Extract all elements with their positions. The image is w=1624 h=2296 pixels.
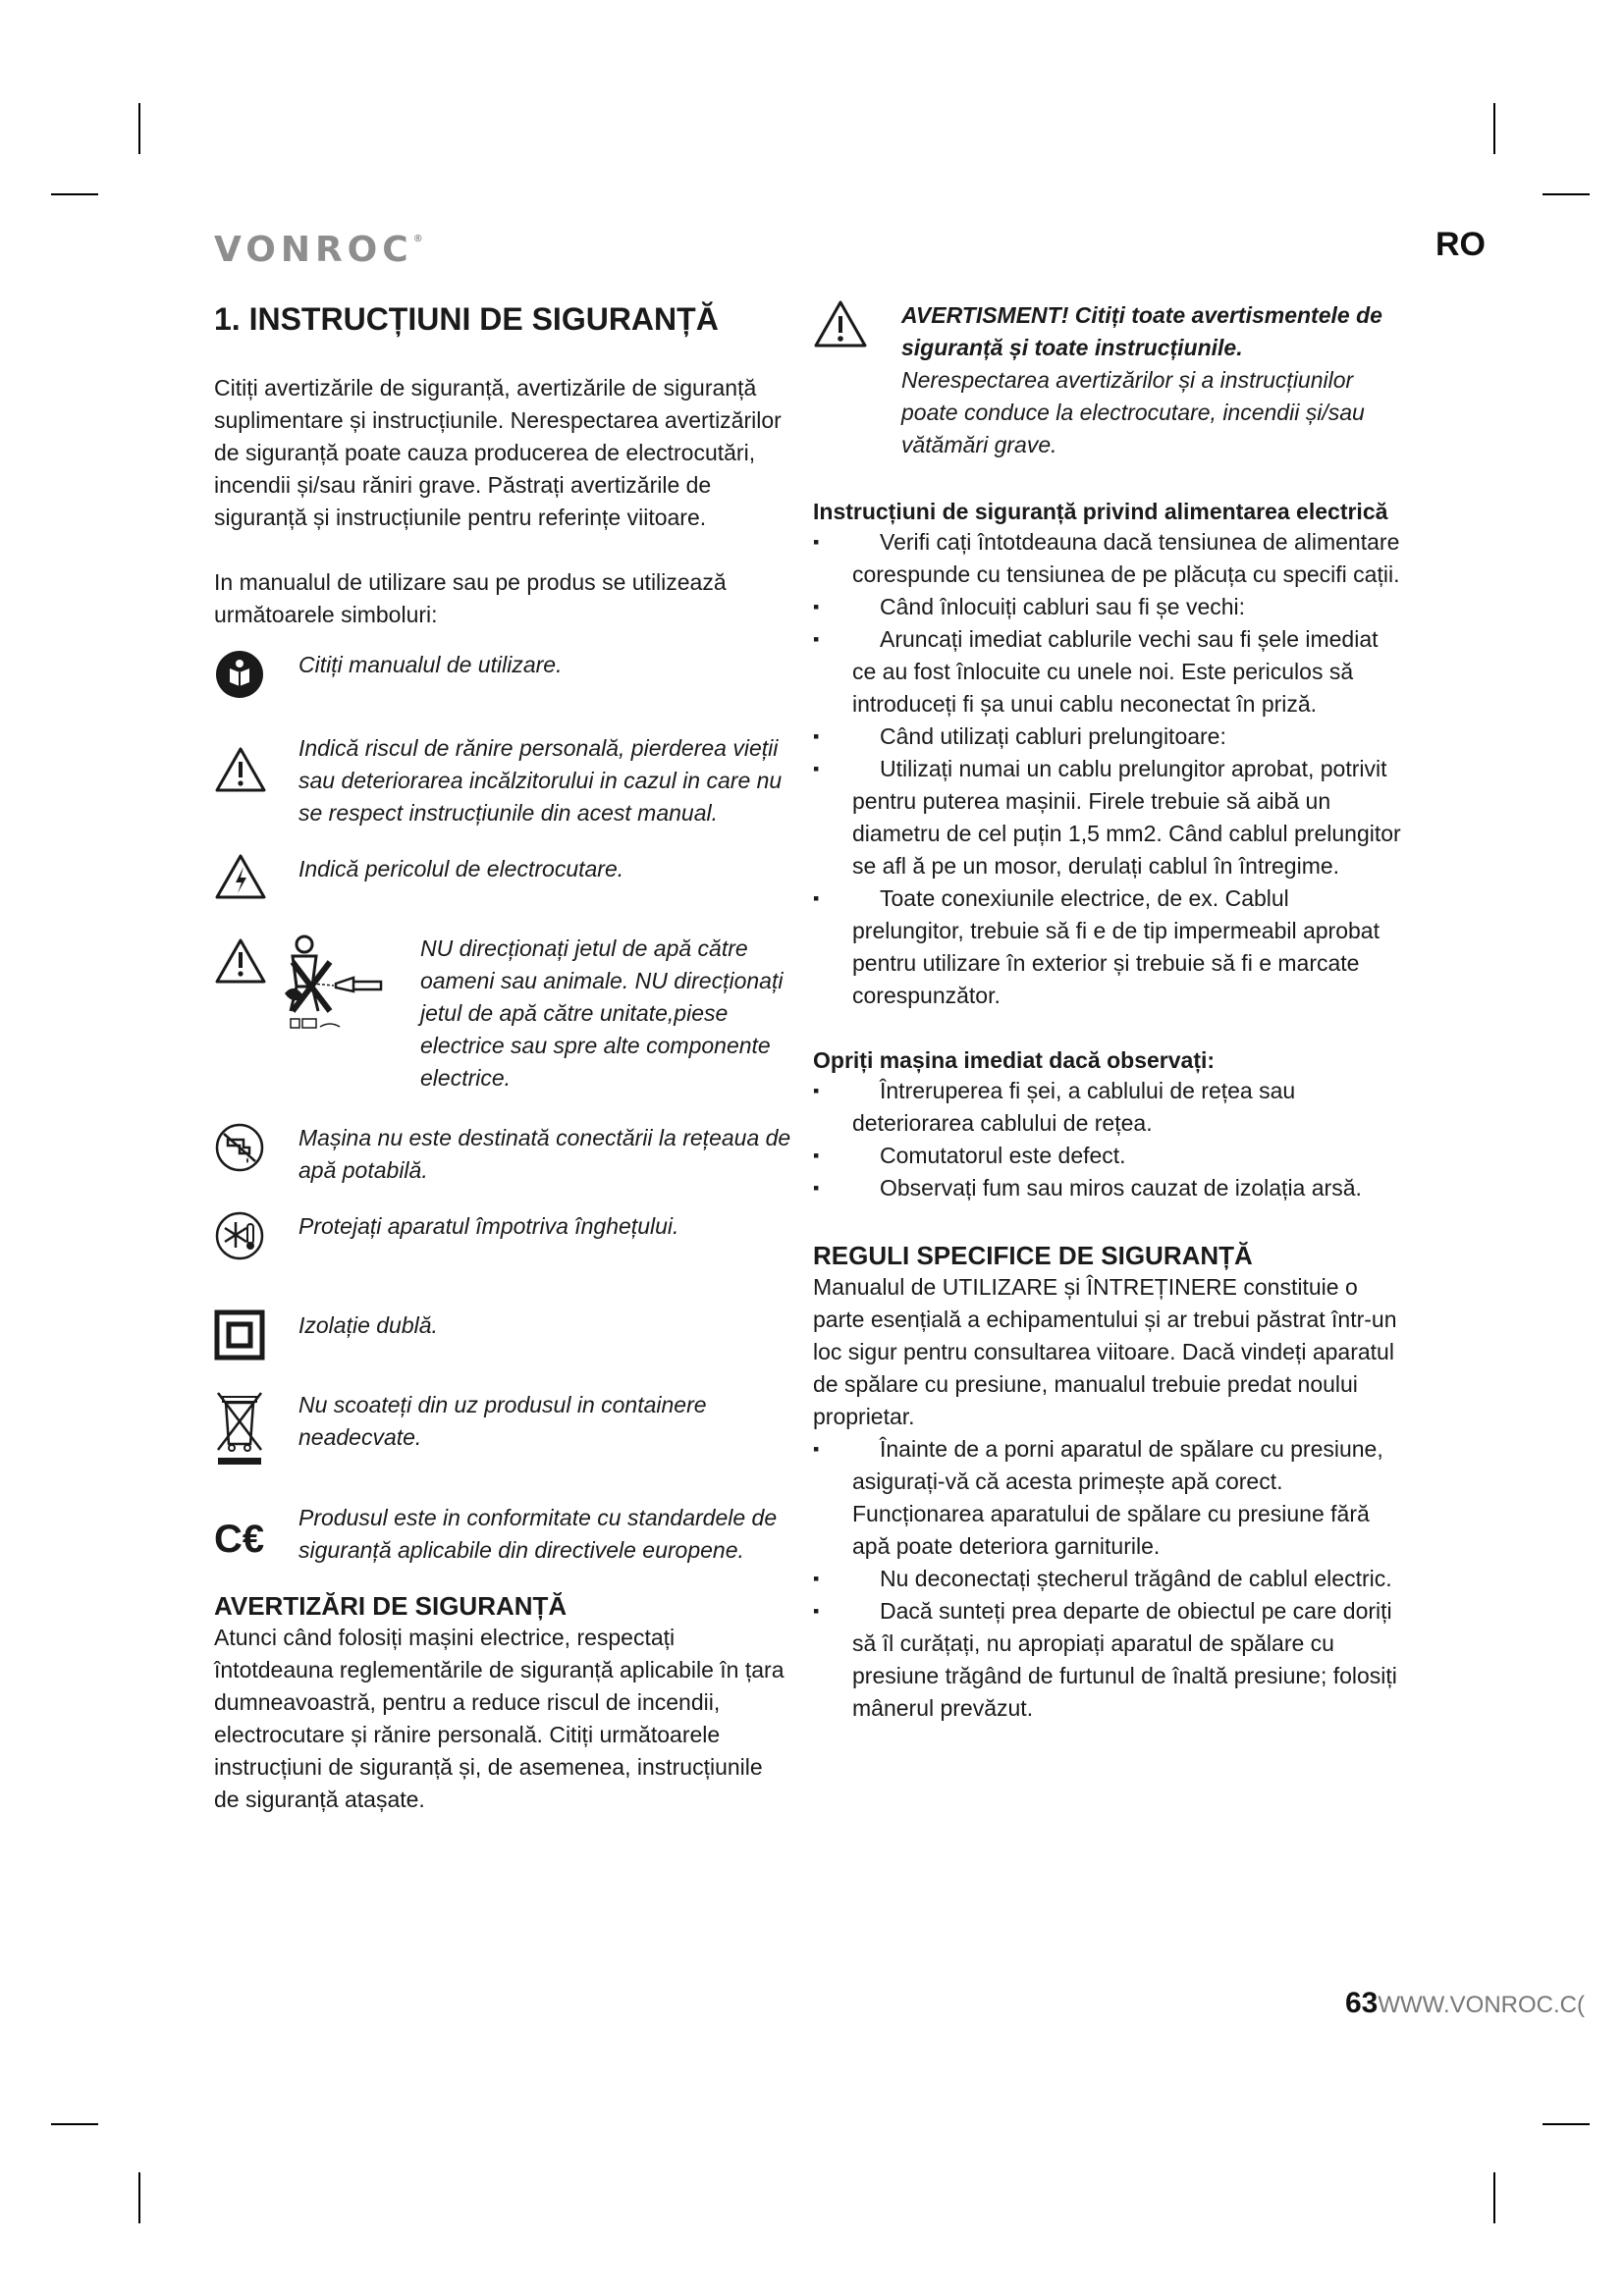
- symbols-intro: In manualul de utilizare sau pe produs se utilizează următoarele simboluri:: [214, 569, 727, 627]
- stop-list: [813, 1075, 1402, 1204]
- list-item: ▪ Când utilizați cabluri prelungitoare:: [813, 721, 1402, 753]
- no-water-jet-icon: [214, 933, 410, 1049]
- stop-section-title: Opriți mașina imediat dacă observați:: [813, 1047, 1216, 1073]
- warning-bold-text: AVERTISMENT! Citiți toate avertismentele de siguranță și toate instrucțiunile.: [901, 302, 1382, 360]
- symbol-row: [214, 853, 793, 909]
- symbol-text: NU direcționați jetul de apă către oameni sau animale. NU direcționați jetul de apă către unitate,piese electrice sau spre alte componente electrice.: [420, 935, 784, 1091]
- general-warning: [813, 299, 1402, 461]
- ce-mark-icon: C€: [214, 1518, 265, 1561]
- symbol-text: Citiți manualul de utilizare.: [298, 652, 563, 677]
- double-insulation-icon: [214, 1300, 265, 1369]
- page-number: 63: [1345, 1987, 1379, 2019]
- symbol-text: Protejați aparatul împotriva înghețului.: [298, 1213, 679, 1239]
- crop-mark: [138, 103, 140, 154]
- no-drinking-water-icon: [214, 1122, 265, 1182]
- crop-mark: [138, 2172, 140, 2223]
- symbol-text: Mașina nu este destinată conectării la rețeaua de apă potabilă.: [298, 1125, 791, 1183]
- list-item: ▪ Întreruperea fi șei, a cablului de rețea sau deteriorarea cablului de rețea.: [813, 1075, 1402, 1140]
- language-code: RO: [1435, 226, 1486, 263]
- footer-url: WWW.VONROC.C(: [1378, 1992, 1586, 2018]
- list-item: ▪ Utilizați numai un cablu prelungitor aprobat, potrivit pentru puterea mașinii. Firele trebuie să aibă un diametru de cel puțin 1,5 mm2. Când cablul prelungitor se afl ă pe un mosor, derulați cablul în întregime.: [813, 753, 1402, 882]
- symbol-row: [214, 1300, 793, 1369]
- list-item: ▪ Înainte de a porni aparatul de spălare cu presiune, asigurați-vă că acesta primește apă corect. Funcționarea aparatului de spălare cu presiune fără apă poate deteriora garniturile.: [813, 1433, 1402, 1563]
- crop-mark: [1543, 193, 1590, 195]
- warning-text: Nerespectarea avertizărilor și a instrucțiunilor poate conduce la electrocutare, incendii și/sau vătămări grave.: [901, 367, 1365, 457]
- warning-triangle-icon: [813, 299, 868, 357]
- list-item: ▪ Verifi cați întotdeauna dacă tensiunea de alimentare corespunde cu tensiunea de pe plăcuța cu specifi cații.: [813, 526, 1402, 591]
- power-list: [813, 526, 1402, 1012]
- rules-list: [813, 1433, 1402, 1725]
- symbol-row: [214, 1122, 793, 1187]
- intro-paragraph: Citiți avertizările de siguranță, avertizările de siguranță suplimentare și instrucțiunile. Nerespectarea avertizărilor de siguranță poate cauza producerea de electrocutări, incendii și/sau răniri grave. Păstrați avertizările de siguranță și instrucțiunile pentru referințe viitoare.: [214, 375, 782, 530]
- electric-shock-icon: [214, 853, 265, 909]
- symbol-text: Produsul este in conformitate cu standardele de siguranță aplicabile din directivele europene.: [298, 1505, 778, 1563]
- page-footer: [1345, 1987, 1585, 2020]
- weee-bin-icon: [214, 1389, 265, 1476]
- rules-paragraph: Manualul de UTILIZARE și ÎNTREȚINERE constituie o parte esențială a echipamentului și ar trebui păstrat într-un loc sigur pentru consultarea viitoare. Dacă vindeți aparatul de spălare cu presiune, manualul trebuie predat noului proprietar.: [813, 1274, 1397, 1429]
- symbol-row: [214, 1502, 793, 1567]
- symbol-text: Izolație dublă.: [298, 1312, 438, 1338]
- frost-protection-icon: [214, 1210, 265, 1270]
- list-item: ▪ Toate conexiunile electrice, de ex. Cablul prelungitor, trebuie să fi e de tip impermeabil aprobat pentru utilizare în exterior și trebuie să fi e marcate corespunzător.: [813, 882, 1402, 1012]
- symbol-row: [214, 732, 793, 829]
- right-column: [813, 299, 1402, 1725]
- warning-triangle-icon: [214, 732, 265, 802]
- symbol-row: [214, 1389, 793, 1476]
- symbol-text: Indică riscul de rănire personală, pierderea vieții sau deteriorarea incălzitorului in cazul in care nu se respect instrucțiunile din acest manual.: [298, 735, 783, 826]
- symbol-text: Nu scoateți din uz produsul in containere neadecvate.: [298, 1392, 707, 1450]
- list-item: ▪ Comutatorul este defect.: [813, 1140, 1402, 1172]
- crop-mark: [51, 193, 98, 195]
- power-section-title: Instrucțiuni de siguranță privind alimentarea electrică: [813, 499, 1388, 524]
- symbol-text: Indică pericolul de electrocutare.: [298, 856, 624, 881]
- crop-mark: [1543, 2123, 1590, 2125]
- list-item: ▪ Dacă sunteți prea departe de obiectul pe care doriți să îl curățați, nu apropiați aparatul de spălare cu presiune trăgând de furtunul de înaltă presiune; folosiți mânerul prevăzut.: [813, 1595, 1402, 1725]
- symbol-row: [214, 649, 793, 709]
- brand-logo: VONROC®: [214, 230, 423, 270]
- crop-mark: [1493, 2172, 1495, 2223]
- section-title: 1. INSTRUCȚIUNI DE SIGURANȚĂ: [214, 301, 719, 337]
- list-item: ▪ Observați fum sau miros cauzat de izolația arsă.: [813, 1172, 1402, 1204]
- list-item: ▪ Nu deconectați ștecherul trăgând de cablul electric.: [813, 1563, 1402, 1595]
- rules-title: REGULI SPECIFICE DE SIGURANȚĂ: [813, 1241, 1253, 1270]
- symbol-row: [214, 933, 793, 1095]
- symbol-row: [214, 1210, 793, 1270]
- crop-mark: [51, 2123, 98, 2125]
- crop-mark: [1493, 103, 1495, 154]
- list-item: ▪ Când înlocuiți cabluri sau fi șe vechi:: [813, 591, 1402, 623]
- left-column: [214, 299, 793, 1816]
- warnings-title: AVERTIZĂRI DE SIGURANȚĂ: [214, 1591, 568, 1621]
- manual-icon: [214, 649, 265, 709]
- list-item: ▪ Aruncați imediat cablurile vechi sau fi șele imediat ce au fost înlocuite cu unele noi. Este periculos să introduceți fi șa unui cablu neconectat în priză.: [813, 623, 1402, 721]
- warnings-paragraph: Atunci când folosiți mașini electrice, respectați întotdeauna reglementările de siguranță aplicabile în țara dumneavoastră, pentru a reduce riscul de incendii, electrocutare și rănire personală. Citiți următoarele instrucțiuni de siguranță și, de asemenea, instrucțiunile de siguranță atașate.: [214, 1625, 785, 1812]
